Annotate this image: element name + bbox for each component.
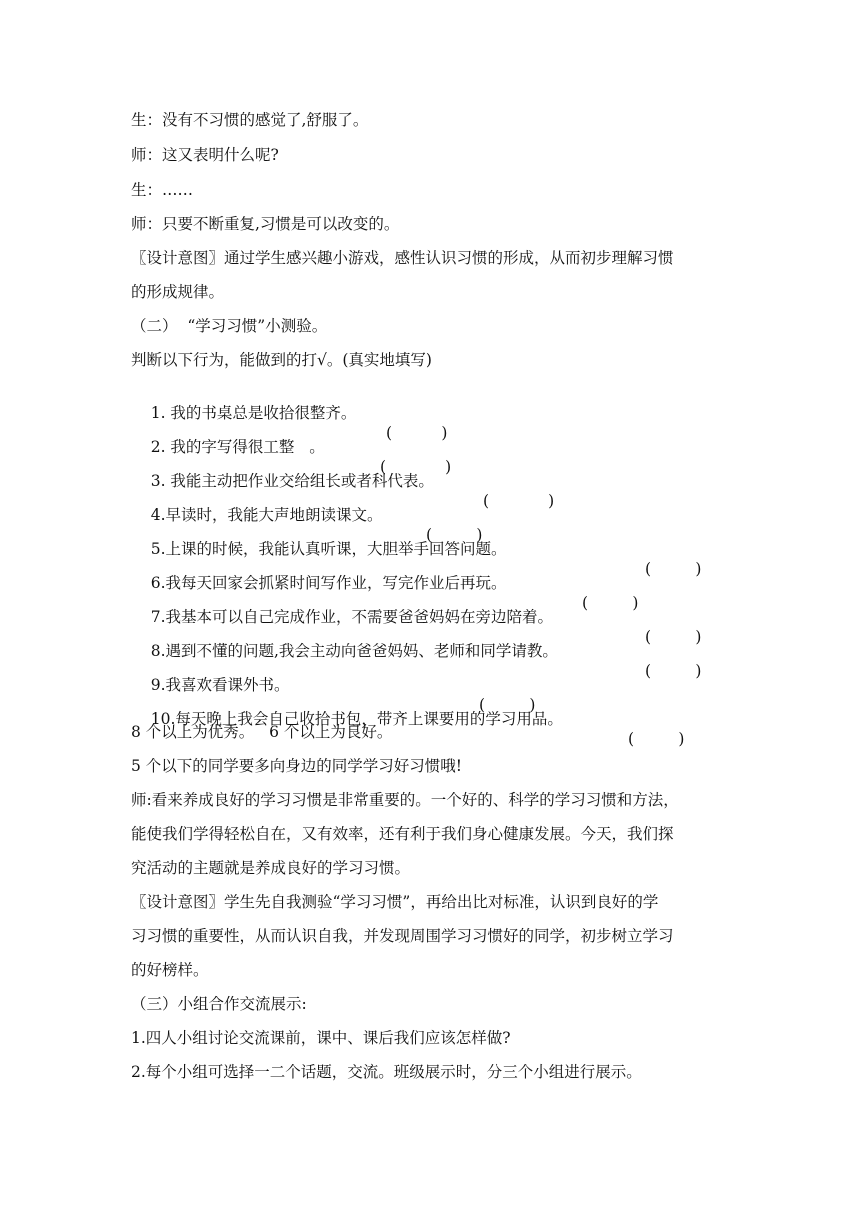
section-heading: （二） “学习习惯”小测验。 (131, 317, 328, 335)
quiz-item-text: 7.我基本可以自己完成作业，不需要爸爸妈妈在旁边陪着。 (150, 608, 554, 626)
discussion-item: 1.四人小组讨论交流课前，课中、课后我们应该怎样做? (131, 1029, 511, 1047)
teacher-talk-line: 师:看来养成良好的学习习惯是非常重要的。一个好的、科学的学习习惯和方法， (131, 791, 679, 809)
teacher-talk-line: 能使我们学得轻松自在，又有效率，还有利于我们身心健康发展。今天，我们探 (131, 825, 674, 843)
check-box: ( ) (628, 730, 685, 748)
quiz-item-text: 9.我喜欢看课外书。 (150, 676, 290, 694)
check-box: ( ) (483, 492, 555, 510)
design-intent-line: 的形成规律。 (131, 283, 225, 301)
dialogue-line: 生：…… (131, 181, 194, 199)
quiz-item-text: 4.早读时，我能大声地朗读课文。 (150, 506, 383, 524)
check-box: ( ) (582, 594, 639, 612)
dialogue-line: 生：没有不习惯的感觉了,舒服了。 (131, 111, 369, 129)
check-box: ( ) (426, 526, 483, 544)
teacher-talk-line: 究活动的主题就是养成良好的学习习惯。 (131, 859, 411, 877)
quiz-instruction: 判断以下行为，能做到的打√。(真实地填写) (131, 351, 432, 369)
dialogue-line: 师：这又表明什么呢? (131, 146, 279, 164)
check-box: ( ) (645, 662, 702, 680)
design-intent-line: 的好榜样。 (131, 961, 209, 979)
check-box: ( ) (386, 424, 448, 442)
quiz-item-text: 3. 我能主动把作业交给组长或者科代表。 (150, 472, 434, 490)
quiz-item-text: 5.上课的时候，我能认真听课，大胆举手回答问题。 (150, 540, 507, 558)
quiz-item-text: 1. 我的书桌总是收拾很整齐。 (150, 404, 357, 422)
design-intent-line: 〖设计意图〗通过学生感兴趣小游戏，感性认识习惯的形成，从而初步理解习惯 (131, 249, 674, 267)
dialogue-line: 师：只要不断重复,习惯是可以改变的。 (131, 215, 400, 233)
section-heading: （三）小组合作交流展示: (131, 995, 307, 1013)
check-box: ( ) (645, 560, 702, 578)
check-box: ( ) (645, 628, 702, 646)
scoring-line: 8 个以上为优秀。 6 个以上为良好。 (131, 723, 393, 741)
quiz-item-text: 10.每天晚上我会自己收拾书包，带齐上课要用的学习用品。 (150, 710, 563, 728)
quiz-item-text: 6.我每天回家会抓紧时间写作业，写完作业后再玩。 (150, 574, 507, 592)
quiz-item-text: 2. 我的字写得很工整 。 (150, 438, 325, 456)
check-box: ( ) (380, 458, 452, 476)
scoring-line: 5 个以下的同学要多向身边的同学学习好习惯哦! (131, 757, 463, 775)
design-intent-line: 〖设计意图〗学生先自我测验“学习习惯”，再给出比对标准，认识到良好的学 (131, 893, 659, 911)
check-box: ( ) (479, 696, 536, 714)
discussion-item: 2.每个小组可选择一二个话题，交流。班级展示时，分三个小组进行展示。 (131, 1063, 642, 1081)
design-intent-line: 习习惯的重要性，从而认识自我，并发现周围学习习惯好的同学，初步树立学习 (131, 927, 674, 945)
quiz-item-text: 8.遇到不懂的问题,我会主动向爸爸妈妈、老师和同学请教。 (150, 642, 558, 660)
